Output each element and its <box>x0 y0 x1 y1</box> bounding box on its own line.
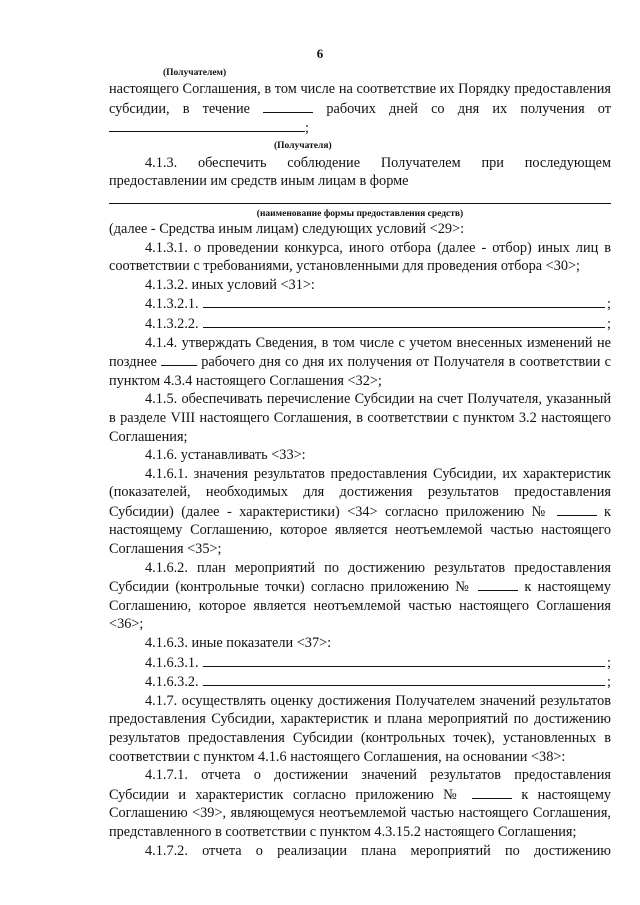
p1-text: настоящего Соглашения, в том числе на соответствие их Порядку предоставления субсидии, в течение <box>109 81 611 117</box>
appendix-blank <box>472 785 512 799</box>
note-recipient-gen: (Получателя) <box>274 140 332 151</box>
paragraph-review <box>109 80 611 138</box>
p1b-text: рабочих дней со дня их получения от <box>326 100 612 117</box>
paragraph-4-1-5: 4.1.5. обеспечивать перечисление Субсидии на счет Получателя, указанный в разделе VIII настоящего Соглашения, в соответствии с пунктом 3.2 настоящего Соглашения; <box>109 391 611 445</box>
recipient-blank <box>109 118 305 132</box>
item-label: 4.1.3.2.1. <box>145 296 199 313</box>
paragraph-4-1-3-2: 4.1.3.2. иных условий <31>: <box>145 276 315 293</box>
days-blank <box>263 99 313 113</box>
p8a-text: 4.1.4. утверждать Сведения, в том числе с учетом внесенных изменений не позднее <box>109 334 611 371</box>
item-label: 4.1.6.3.2. <box>145 674 199 691</box>
page-number: 6 <box>316 46 324 61</box>
appendix-blank <box>478 577 518 591</box>
p11b-text: к настоящему Соглашению, которое является неотъемлемой частью настоящего Соглашения <35>; <box>109 503 611 558</box>
item-label: 4.1.6.3.1. <box>145 654 199 671</box>
paragraph-4-1-6-3: 4.1.6.3. иные показатели <37>: <box>145 635 332 652</box>
paragraph-4-1-7-2: 4.1.7.2. отчета о реализации плана мероприятий по достижению <box>145 842 611 859</box>
paragraph-4-1-4 <box>109 334 611 391</box>
p12a-text: 4.1.6.2. план мероприятий по достижению результатов предоставления Субсидии (контрольные точки) согласно приложению № <box>109 559 611 596</box>
paragraph-conditions: (далее - Средства иным лицам) следующих условий <29>: <box>109 220 465 237</box>
item-label: 4.1.3.2.2. <box>145 315 199 332</box>
p17b-text: к настоящему Соглашению <39>, являющемуся неотъемлемой частью настоящего Соглашения, представленного в соответствии с пунктом 4.3.15.2 настоящего Соглашения; <box>109 786 612 840</box>
fill-row-4-1-6-3-1 <box>109 653 611 673</box>
p8b-text: рабочего дня со дня их получения от Получателя в соответствии с пунктом 4.3.4 настоящего Соглашения <32>; <box>109 354 612 389</box>
note-recipient-instr: (Получателем) <box>163 68 227 78</box>
note-form-name: (наименование формы предоставления средств) <box>256 208 464 219</box>
item-semicolon: ; <box>607 315 611 332</box>
item-semicolon: ; <box>607 654 611 671</box>
form-name-line <box>109 191 611 204</box>
paragraph-4-1-6-2 <box>109 559 611 634</box>
p1-semicolon: ; <box>305 120 309 137</box>
appendix-blank <box>557 502 597 516</box>
fill-row-4-1-3-2-2 <box>109 314 611 334</box>
p12b-text: к настоящему Соглашению, которое является неотъемлемой частью настоящего Соглашения <36>; <box>109 579 612 633</box>
item-semicolon: ; <box>607 296 611 313</box>
paragraph-4-1-3: 4.1.3. обеспечить соблюдение Получателем при последующем предоставлении им средств иным лицам в форме <box>109 154 611 190</box>
document-body <box>109 80 611 860</box>
p17a-text: 4.1.7.1. отчета о достижении значений результатов предоставления Субсидии и характеристик согласно приложению № <box>109 767 611 803</box>
fill-blank <box>203 653 605 667</box>
day-blank <box>161 352 197 366</box>
fill-row-4-1-3-2-1 <box>109 294 611 314</box>
paragraph-4-1-3-1: 4.1.3.1. о проведении конкурса, иного отбора (далее - отбор) иных лиц в соответствии с требованиями, установленными для проведения отбора <30>; <box>109 239 611 275</box>
paragraph-4-1-6-1 <box>109 465 611 559</box>
paragraph-4-1-7: 4.1.7. осуществлять оценку достижения Получателем значений результатов предоставления Субсидии, характеристик и плана мероприятий по достижению результатов предоставления Субсидии (контрольных точек), установленных в соответствии с пунктом 4.1.6 настоящего Соглашения, на основании <38>: <box>109 692 611 765</box>
paragraph-4-1-7-1 <box>109 766 611 841</box>
item-semicolon: ; <box>607 674 611 691</box>
fill-blank <box>203 314 605 328</box>
paragraph-4-1-6: 4.1.6. устанавливать <33>: <box>145 447 306 464</box>
fill-blank <box>203 294 605 308</box>
fill-row-4-1-6-3-2 <box>109 672 611 692</box>
fill-blank <box>203 672 605 686</box>
p11a-text: 4.1.6.1. значения результатов предоставления Субсидии, их характеристик (показателей, необходимых для достижения результатов предоставления Субсидии) (далее - характеристики) <34> согласно приложению № <box>109 465 611 520</box>
